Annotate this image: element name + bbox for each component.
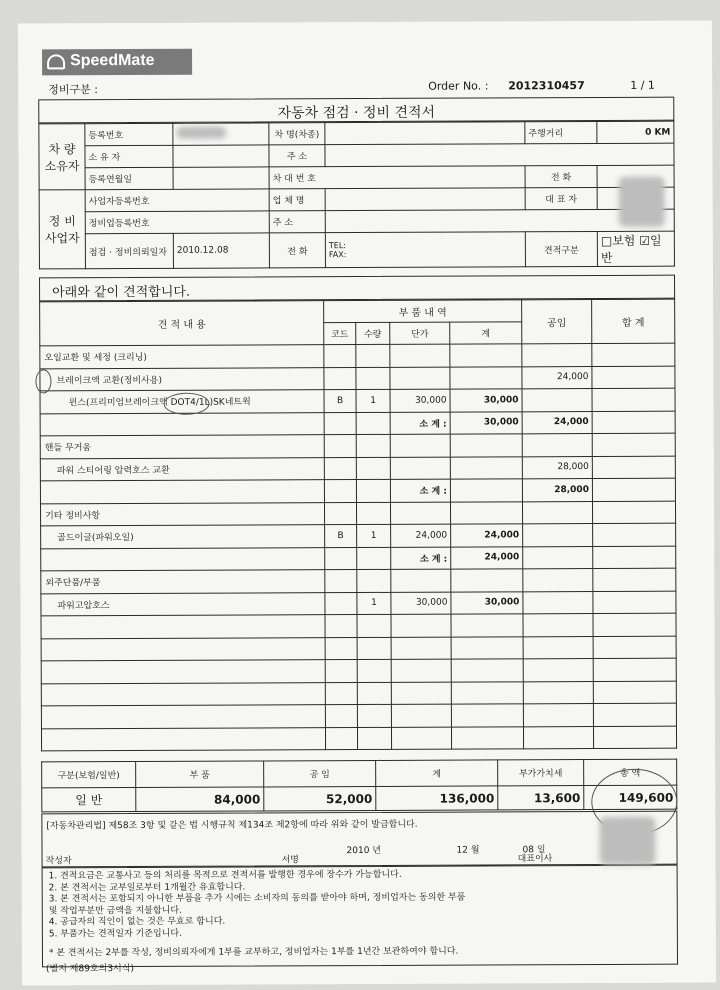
item-labor: 24,000 (522, 366, 592, 389)
address-label: 주 소 (269, 145, 325, 167)
item-desc (41, 637, 325, 661)
item-total (593, 591, 676, 614)
sum-parts-label: 부 품 (136, 761, 264, 788)
item-code (325, 570, 357, 593)
item-desc: 핸들 무거움 (40, 435, 324, 459)
sum-total-value: 149,600 (584, 785, 677, 809)
vin-label: 차 대 번 호 (269, 166, 525, 189)
note-item: 2. 본 견적서는 교부일로부터 1개월간 유효합니다. (48, 882, 246, 893)
item-amount: 30,000 (450, 389, 522, 412)
item-code (325, 682, 357, 705)
item-labor (523, 591, 593, 614)
writer-label: 작성자 (45, 856, 72, 867)
item-desc: 외주단품/부품 (41, 570, 325, 594)
item-code (325, 615, 357, 638)
item-row (40, 366, 675, 391)
notes-block (42, 865, 678, 968)
business-label: 정 비 사업자 (39, 190, 85, 269)
note-footer: * 본 견적서는 2부를 작성, 정비의뢰자에게 1부를 교부하고, 정비업자는 1부를 1년간 보관하여야 합니다. (48, 946, 459, 959)
car-icon (47, 54, 65, 69)
item-desc (41, 682, 325, 706)
item-amount (451, 704, 523, 727)
item-amount (450, 344, 522, 367)
item-price: 소 계 : (391, 547, 451, 570)
item-desc: 파워고압호스 (41, 592, 325, 616)
sum-vat-label: 부가가치세 (498, 760, 584, 786)
item-qty: 1 (357, 592, 391, 615)
item-amount (450, 501, 522, 524)
car-name-label: 차 명(차종) (269, 123, 325, 145)
item-row (41, 523, 676, 548)
item-row (40, 388, 675, 413)
item-qty (356, 479, 390, 502)
page-number: 1 / 1 (630, 78, 655, 92)
item-desc: 기타 정비사항 (40, 502, 324, 526)
redacted-mark (176, 127, 226, 139)
item-row (40, 433, 675, 458)
item-qty (356, 434, 390, 457)
item-amount: 30,000 (451, 591, 523, 614)
item-qty (356, 457, 390, 480)
item-row (41, 636, 676, 661)
item-amount (451, 659, 523, 682)
item-qty (356, 344, 390, 367)
item-price (390, 367, 450, 390)
item-labor (523, 659, 593, 682)
col-code: 코드 (324, 323, 356, 345)
item-code (324, 412, 356, 435)
item-price (391, 727, 451, 750)
item-desc: 오일교환 및 세정 (크리닝) (40, 345, 324, 369)
note-item: 4. 공급자의 직인이 없는 것은 무효로 합니다. (48, 916, 226, 928)
item-qty (357, 659, 391, 682)
note-item: 5. 부품가는 견적일자 기준입니다. (48, 928, 182, 939)
item-qty: 1 (356, 389, 390, 412)
item-labor: 28,000 (522, 456, 592, 479)
item-row (41, 546, 676, 571)
sum-labor-label: 공 임 (264, 760, 376, 786)
item-row (40, 456, 675, 481)
item-desc (41, 705, 325, 729)
item-total (592, 478, 675, 501)
item-qty (357, 682, 391, 705)
item-code (324, 367, 356, 390)
legal-basis: [자동차관리법] 제58조 3항 및 같은 법 시행규칙 제134조 제2항에 따라 위와 같이 발급합니다. (46, 819, 418, 832)
item-row (41, 568, 676, 593)
item-desc (41, 727, 325, 751)
col-labor: 공임 (522, 300, 592, 344)
item-total (593, 703, 676, 726)
item-amount (450, 366, 522, 389)
intro-text: 아래와 같이 견적합니다. (39, 275, 675, 302)
handwritten-mark (35, 369, 51, 393)
sum-type-label: 구분(보험/일반) (42, 762, 136, 788)
item-qty (356, 412, 390, 435)
col-qty: 수량 (356, 322, 390, 344)
item-desc (41, 547, 325, 571)
item-amount (451, 726, 523, 749)
sum-total-label: 총 액 (584, 759, 677, 785)
item-labor (523, 726, 593, 749)
info-table (38, 121, 675, 270)
item-row (40, 343, 675, 368)
items-body (40, 343, 677, 751)
vehicle-owner-label: 차 량 소유자 (39, 124, 85, 190)
item-price: 30,000 (390, 389, 450, 412)
item-row (41, 681, 676, 706)
items-table (39, 299, 677, 752)
col-parts: 부 품 내 역 (324, 300, 522, 323)
item-desc: 윈스(프리미엄브레이크액 DOT4/1L)SK네트웍 (40, 390, 324, 414)
item-row (40, 478, 675, 503)
item-total (592, 343, 675, 366)
item-labor: 28,000 (522, 479, 592, 502)
item-labor (523, 636, 593, 659)
note-item: 3. 본 견적서는 포함되지 아니한 부품을 추가 시에는 소비자의 동의를 받아야 하며, 정비업자는 동의한 부품 (48, 892, 466, 905)
item-row (40, 411, 675, 436)
document-title: 자동차 점검 · 정비 견적서 (38, 97, 674, 124)
ceo-label: 대 표 자 (525, 187, 597, 209)
item-desc (40, 412, 324, 436)
order-no-label: Order No. : (428, 79, 489, 93)
biz-reg-label: 사업자등록번호 (85, 189, 269, 212)
item-price (390, 434, 450, 457)
item-price (391, 704, 451, 727)
item-total (592, 433, 675, 456)
redacted-stamp (619, 177, 665, 227)
note-item: 및 작업부분만 금액을 지불합니다. (48, 905, 182, 916)
note-item: 1. 견적요금은 교통사고 등의 처리를 목적으로 견적서를 발행한 경우에 장수가 가능합니다. (48, 869, 402, 882)
item-qty (356, 367, 390, 390)
item-amount (450, 434, 522, 457)
item-code: B (325, 525, 357, 548)
item-row (41, 703, 676, 728)
mileage-value: 0 KM (597, 121, 674, 143)
sum-type-value: 일 반 (42, 788, 136, 812)
item-labor (523, 546, 593, 569)
item-amount (451, 614, 523, 637)
tel-fax-label: TEL: FAX: (325, 232, 525, 268)
item-code (325, 705, 357, 728)
item-price (391, 682, 451, 705)
mileage-label: 주행거리 (525, 121, 597, 143)
item-qty (357, 704, 391, 727)
col-total: 합 계 (592, 299, 675, 343)
reg-no-value (173, 123, 269, 145)
item-code (324, 502, 356, 525)
item-row (41, 591, 676, 616)
item-amount (451, 636, 523, 659)
item-total (592, 411, 675, 434)
item-price (391, 569, 451, 592)
item-total (593, 523, 676, 546)
repair-reg-label: 정비업등록번호 (85, 211, 269, 234)
request-date-label: 점검 · 정비의뢰일자 (85, 233, 173, 268)
item-row (41, 658, 676, 683)
item-total (592, 501, 675, 524)
item-qty (357, 614, 391, 637)
item-qty (357, 547, 391, 570)
col-desc: 견 적 내 용 (40, 301, 324, 346)
item-labor (522, 501, 592, 524)
item-labor (523, 704, 593, 727)
item-price: 소 계 : (390, 412, 450, 435)
item-total (592, 456, 675, 479)
phone2-label: 전 화 (269, 233, 325, 268)
item-code (324, 457, 356, 480)
item-total (593, 613, 676, 636)
company-label: 업 체 명 (269, 189, 325, 211)
handwritten-circle (164, 393, 210, 415)
item-total (593, 726, 676, 749)
col-amount: 계 (450, 322, 522, 344)
item-total (593, 636, 676, 659)
phone-label: 전 화 (525, 165, 597, 187)
reg-no-label: 등록번호 (85, 123, 173, 145)
item-total (593, 568, 676, 591)
issue-day: 08 일 (522, 845, 546, 856)
item-amount (451, 569, 523, 592)
item-code (325, 660, 357, 683)
item-code (324, 480, 356, 503)
item-qty: 1 (357, 524, 391, 547)
item-code: B (324, 390, 356, 413)
item-labor (522, 389, 592, 412)
item-price: 30,000 (391, 592, 451, 615)
item-price (391, 637, 451, 660)
item-total (592, 366, 675, 389)
sum-vat-value: 13,600 (498, 786, 584, 810)
item-row (41, 613, 676, 638)
item-code (324, 435, 356, 458)
speedmate-logo: SpeedMate (42, 49, 192, 76)
item-labor (523, 614, 593, 637)
ceo-sign-label: 대표이사 (517, 854, 553, 865)
col-price: 단가 (390, 322, 450, 344)
repair-type-label: 정비구분 : (48, 83, 98, 97)
item-price (390, 502, 450, 525)
item-price: 소 계 : (390, 479, 450, 502)
form-number: (별지 제89호의3서식) (46, 964, 134, 975)
item-code (324, 345, 356, 368)
item-qty (357, 569, 391, 592)
order-no: 2012310457 (508, 79, 585, 93)
item-qty (357, 727, 391, 750)
item-labor (522, 344, 592, 367)
item-total (592, 388, 675, 411)
request-date-value: 2010.12.08 (173, 233, 269, 268)
estimate-sheet (18, 20, 716, 985)
item-amount: 24,000 (451, 524, 523, 547)
issue-month: 12 월 (456, 845, 480, 856)
estimate-type-label: 견적구분 (525, 231, 597, 266)
item-desc (41, 615, 325, 639)
item-price (390, 344, 450, 367)
item-desc: 브레이크액 교환(정비사용) (40, 367, 324, 391)
item-total (593, 658, 676, 681)
item-code (325, 547, 357, 570)
item-total (593, 546, 676, 569)
item-labor (523, 681, 593, 704)
item-total (593, 681, 676, 704)
item-price (391, 614, 451, 637)
item-labor (523, 524, 593, 547)
item-code (325, 592, 357, 615)
item-price (391, 659, 451, 682)
item-amount (450, 456, 522, 479)
issue-year: 2010 년 (346, 845, 382, 857)
item-desc (40, 480, 324, 504)
item-code (325, 637, 357, 660)
sign-label: 서명 (281, 855, 299, 866)
item-labor: 24,000 (522, 411, 592, 434)
item-amount: 24,000 (451, 546, 523, 569)
item-amount: 30,000 (450, 411, 522, 434)
item-price: 24,000 (391, 524, 451, 547)
item-amount (451, 681, 523, 704)
issue-block (41, 811, 677, 868)
redacted-seal (599, 817, 655, 865)
item-row (41, 726, 676, 751)
car-name-value (325, 122, 525, 145)
address2-label: 주 소 (269, 211, 325, 233)
sum-parts-value: 84,000 (136, 787, 264, 812)
item-desc: 파워 스티어링 압력호스 교환 (40, 457, 324, 481)
item-labor (523, 569, 593, 592)
item-row (40, 501, 675, 526)
owner-label: 소 유 자 (85, 145, 173, 167)
sum-labor-value: 52,000 (264, 786, 376, 810)
sum-subtotal-label: 계 (376, 760, 498, 787)
item-amount (450, 479, 522, 502)
item-labor (522, 434, 592, 457)
item-price (390, 457, 450, 480)
estimate-type-value: □보험 ☑일반 (597, 231, 674, 266)
reg-date-label: 등록연월일 (85, 167, 173, 189)
summary-table (41, 759, 677, 813)
item-desc (41, 660, 325, 684)
sum-subtotal-value: 136,000 (376, 786, 498, 811)
item-qty (356, 502, 390, 525)
item-qty (357, 637, 391, 660)
item-code (325, 727, 357, 750)
item-desc: 골드이글(파워오일) (41, 525, 325, 549)
